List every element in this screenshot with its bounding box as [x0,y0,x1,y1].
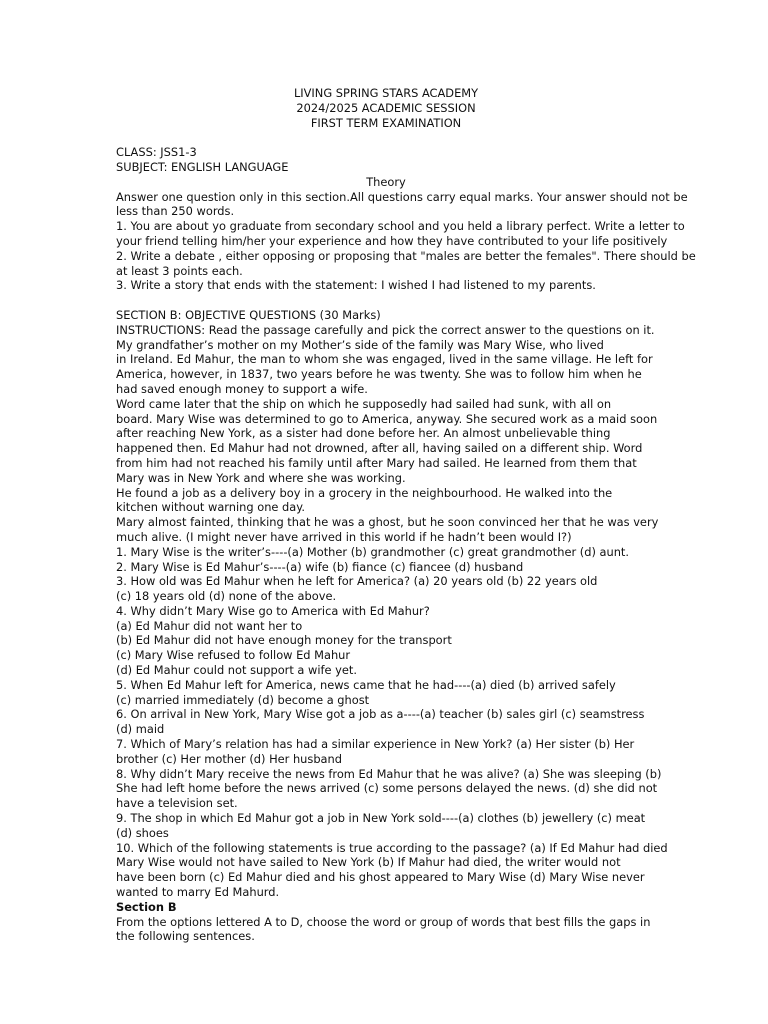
text-line: 5. When Ed Mahur left for America, news came that he had----(a) died (b) arrived safely [116,677,616,692]
theory-heading: Theory [366,174,406,189]
text-line: 2. Mary Wise is Ed Mahur’s----(a) wife (b) fiance (c) fiancee (d) husband [116,559,524,574]
text-line: (d) shoes [116,825,169,840]
text-line: 8. Why didn’t Mary receive the news from Ed Mahur that he was alive? (a) She was sleeping (b) [116,766,662,781]
text-line: after reaching New York, as a sister had done before her. An almost unbelievable thing [116,426,611,441]
text-line: 3. Write a story that ends with the statement: I wished I had listened to my parents. [116,278,596,293]
section-b-objective-heading: SECTION B: OBJECTIVE QUESTIONS (30 Marks) [116,307,381,322]
text-line: Answer one question only in this section.All questions carry equal marks. Your answer should not be [116,189,688,204]
text-line: your friend telling him/her your experience and how they have contributed to your life positively [116,233,668,248]
school-name: LIVING SPRING STARS ACADEMY [293,86,479,100]
objective-section [116,322,668,900]
text-line: 6. On arrival in New York, Mary Wise got a job as a----(a) teacher (b) sales girl (c) seamstress [116,707,645,722]
text-line: Mary was in New York and where she was working. [116,470,406,485]
text-line: 1. You are about yo graduate from secondary school and you held a library perfect. Write a letter to [116,219,685,234]
text-line: board. Mary Wise was determined to go to America, anyway. She secured work as a maid soon [116,411,658,426]
exam-title: FIRST TERM EXAMINATION [310,115,462,130]
text-line: 9. The shop in which Ed Mahur got a job in New York sold----(a) clothes (b) jewellery (c) meat [116,811,646,826]
text-line: 3. How old was Ed Mahur when he left for America? (a) 20 years old (b) 22 years old [116,574,598,589]
theory-section [116,189,696,294]
text-line: He found a job as a delivery boy in a grocery in the neighbourhood. He walked into the [116,485,613,500]
text-line: brother (c) Her mother (d) Her husband [116,751,342,766]
text-line: Mary Wise would not have sailed to New York (b) If Mahur had died, the writer would not [116,855,621,870]
text-line: happened then. Ed Mahur had not drowned, after all, having sailed on a different ship. Word [116,441,643,456]
text-line: Word came later that the ship on which he supposedly had sailed had sunk, with all on [116,396,612,411]
text-line: (d) maid [116,722,165,737]
text-line: (a) Ed Mahur did not want her to [116,618,303,633]
section-b-heading: Section B [116,899,177,914]
text-line: From the options lettered A to D, choose the word or group of words that best fills the gaps in [116,914,651,929]
text-line: wanted to marry Ed Mahurd. [116,885,280,900]
text-line: at least 3 points each. [116,263,243,278]
text-line: 4. Why didn’t Mary Wise go to America with Ed Mahur? [116,603,430,618]
text-line: INSTRUCTIONS: Read the passage carefully and pick the correct answer to the questions on it. [116,322,655,337]
text-line: much alive. (I might never have arrived in this world if he hadn’t been would I?) [116,529,572,544]
text-line: from him had not reached his family until after Mary had sailed. He learned from them that [116,455,637,470]
text-line: 10. Which of the following statements is true according to the passage? (a) If Ed Mahur had died [116,840,668,855]
class-line: CLASS: JSS1-3 [116,145,197,160]
text-line: less than 250 words. [116,204,235,219]
text-line: kitchen without warning one day. [116,500,305,515]
section-b-instructions [116,915,656,945]
text-line: (c) Mary Wise refused to follow Ed Mahur [116,648,351,663]
text-line: (b) Ed Mahur did not have enough money for the transport [116,633,452,648]
text-line: in Ireland. Ed Mahur, the man to whom she was engaged, lived in the same village. He left for [116,352,653,367]
text-line: 1. Mary Wise is the writer’s----(a) Mother (b) grandmother (c) great grandmother (d) aunt. [116,544,630,559]
spacer [116,130,656,145]
text-line: (c) married immediately (d) become a ghost [116,692,370,707]
text-line: America, however, in 1837, two years before he was twenty. She was to follow him when he [116,367,642,382]
text-line: 2. Write a debate , either opposing or proposing that "males are better the females". There should be [116,248,696,263]
text-line: (c) 18 years old (d) none of the above. [116,589,337,604]
text-line: She had left home before the news arrived (c) some persons delayed the news. (d) she did not [116,781,658,796]
text-line: had saved enough money to support a wife. [116,381,368,396]
text-line: Mary almost fainted, thinking that he was a ghost, but he soon convinced her that he was very [116,515,659,530]
text-line: the following sentences. [116,929,255,944]
text-line: My grandfather’s mother on my Mother’s side of the family was Mary Wise, who lived [116,337,604,352]
academic-session: 2024/2025 ACADEMIC SESSION [296,100,476,115]
exam-document [116,86,696,944]
text-line: have been born (c) Ed Mahur died and his ghost appeared to Mary Wise (d) Mary Wise never [116,870,645,885]
text-line: (d) Ed Mahur could not support a wife yet. [116,663,357,678]
spacer [116,293,656,308]
subject-line: SUBJECT: ENGLISH LANGUAGE [116,159,289,174]
text-line: 7. Which of Mary’s relation has had a similar experience in New York? (a) Her sister (b) Her [116,737,635,752]
text-line: have a television set. [116,796,238,811]
